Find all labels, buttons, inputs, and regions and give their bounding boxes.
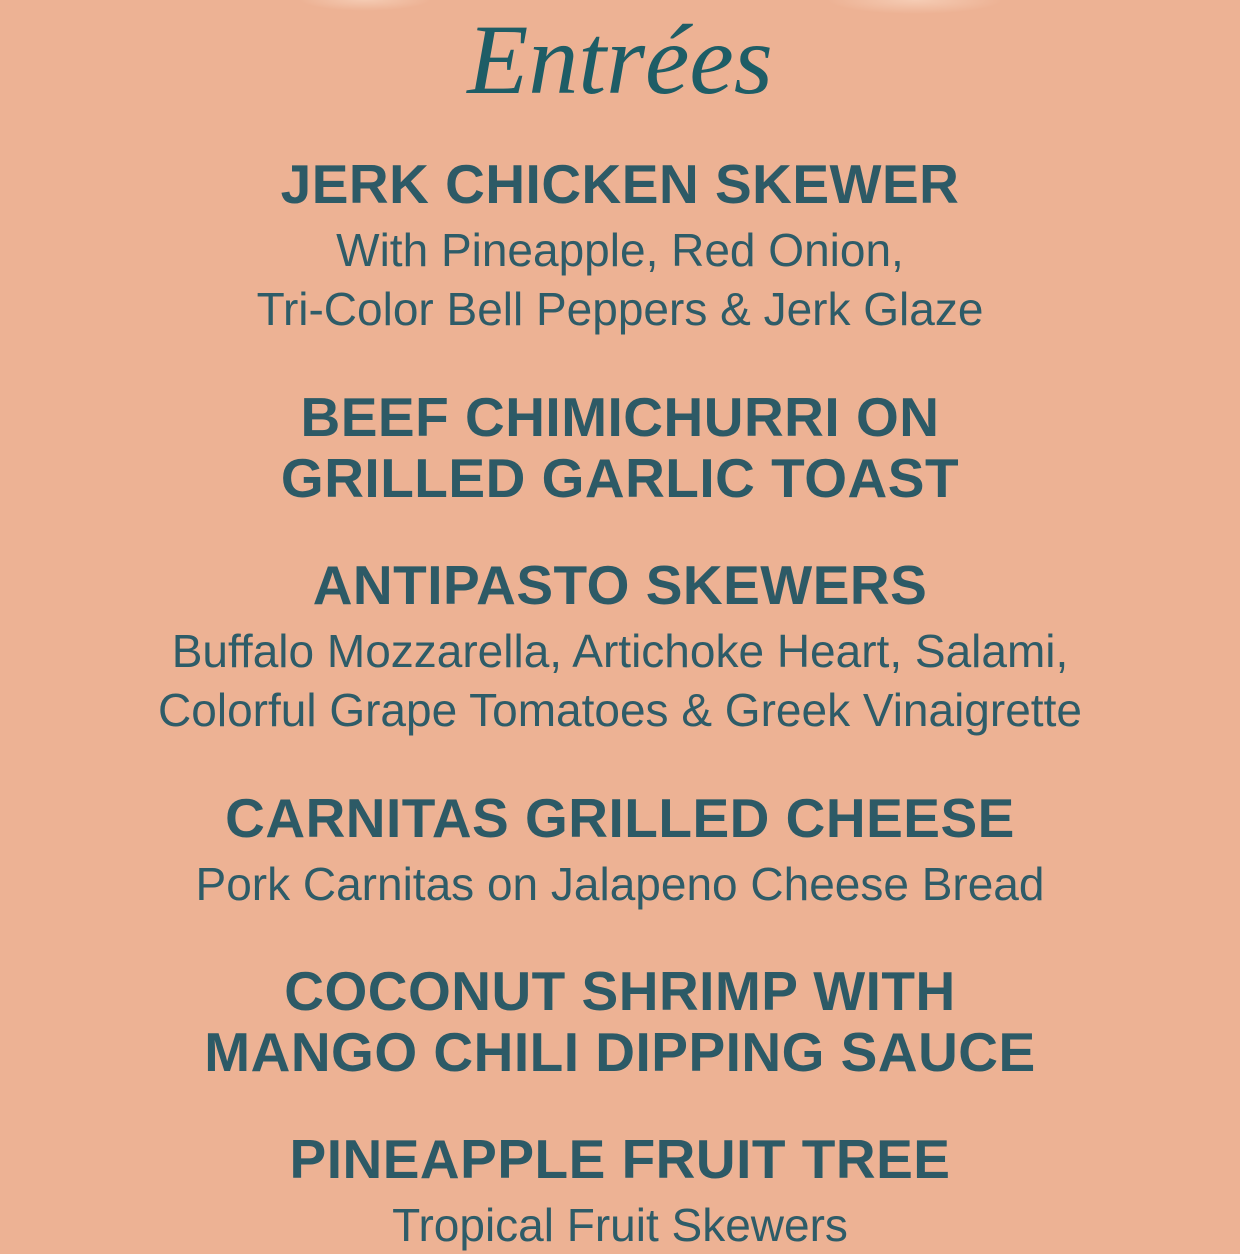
menu-item [0,387,1240,508]
menu-item-description [0,855,1240,915]
menu-item-desc-line: Buffalo Mozzarella, Artichoke Heart, Salami, [171,624,1069,677]
menu-item-name [0,387,1240,508]
menu-item-name-line: CARNITAS GRILLED CHEESE [225,787,1015,850]
menu-item-name-line: ANTIPASTO SKEWERS [312,554,928,617]
menu-item [0,961,1240,1082]
menu-items [0,154,1240,1254]
menu-item-description [0,221,1240,341]
menu-item-description [0,622,1240,742]
menu-item-desc-line: With Pineapple, Red Onion, [336,223,904,276]
section-title: Entrées [467,4,773,115]
menu-item [0,154,1240,340]
menu-item-desc-line: Colorful Grape Tomatoes & Greek Vinaigrette [158,684,1082,737]
menu-item-name-line: JERK CHICKEN SKEWER [280,153,960,215]
menu-item-name [0,1129,1240,1190]
menu-item-name-line: COCONUT SHRIMP WITH [284,960,956,1023]
menu-item-name-line: BEEF CHIMICHURRI ON [300,386,940,449]
menu-item-desc-line: Tropical Fruit Skewers [392,1198,848,1251]
menu-item [0,555,1240,741]
menu-item-desc-line: Tri-Color Bell Peppers & Jerk Glaze [256,283,984,336]
menu-item-name-line: MANGO CHILI DIPPING SAUCE [204,1020,1036,1083]
menu-item-desc-line: Pork Carnitas on Jalapeno Cheese Bread [195,857,1045,910]
menu-item-name [0,961,1240,1082]
menu-item-name [0,788,1240,849]
menu-item-name-line: GRILLED GARLIC TOAST [280,446,960,509]
menu-item-name-line: PINEAPPLE FRUIT TREE [289,1128,951,1191]
menu-item [0,788,1240,914]
menu-item-name [0,555,1240,616]
menu-item [0,1129,1240,1254]
menu-item-description [0,1196,1240,1254]
menu-item-name [0,154,1240,215]
